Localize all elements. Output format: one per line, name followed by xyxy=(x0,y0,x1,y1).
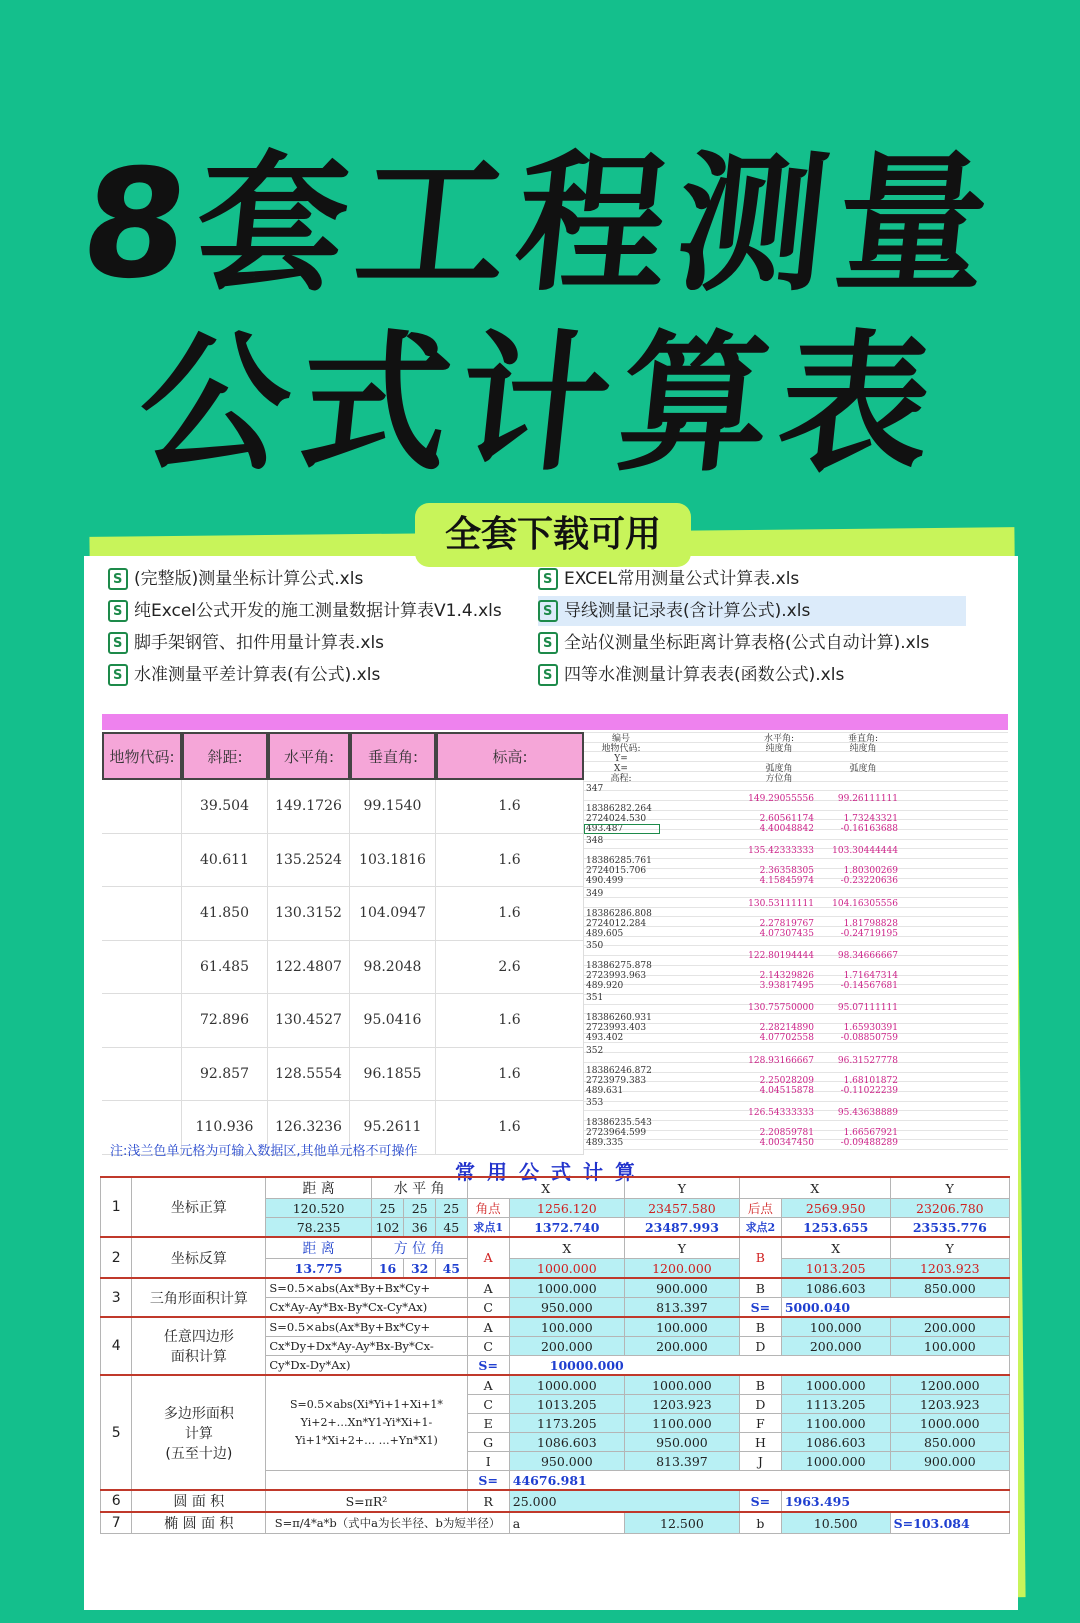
grid-cell: 弧度角 xyxy=(765,764,793,774)
row-no: 7 xyxy=(101,1512,132,1534)
table-cell[interactable]: 130.3152 xyxy=(268,887,350,940)
grid-cell: 4.07307435 xyxy=(759,928,814,939)
grid-cell: 353 xyxy=(586,1097,604,1108)
grid-cell: Y= xyxy=(614,754,628,764)
result-cell: 44676.981 xyxy=(509,1471,1009,1491)
label: Y xyxy=(624,1237,739,1259)
formula-text: S=0.5×abs(Xi*Yi+1+Xi+1* xyxy=(289,1398,443,1411)
formula-text: S=πR² xyxy=(266,1490,467,1512)
grid-cell: 2723964.599 xyxy=(586,1127,647,1138)
table-cell[interactable]: 2.6 xyxy=(436,941,584,994)
formula-text: Cx*Dy+Dx*Ay-Ay*Bx-By*Cx- xyxy=(266,1337,467,1356)
result-cell: 23487.993 xyxy=(624,1218,739,1238)
excel-file-icon xyxy=(108,664,128,686)
input-cell[interactable]: 100.000 xyxy=(509,1317,624,1337)
file-item[interactable] xyxy=(538,660,844,690)
input-cell[interactable]: 200.000 xyxy=(624,1337,739,1356)
grid-cell: 4.15845974 xyxy=(759,876,814,887)
excel-file-icon xyxy=(108,568,128,590)
input-cell[interactable]: 1000.000 xyxy=(624,1375,739,1395)
result-cell: 13.775 xyxy=(266,1259,371,1279)
formula-name: (五至十边) xyxy=(165,1445,233,1462)
label: X xyxy=(781,1237,890,1259)
excel-file-icon xyxy=(538,600,558,622)
table-cell[interactable]: 110.936 xyxy=(182,1101,268,1154)
label: A xyxy=(467,1237,509,1278)
row-no: 5 xyxy=(101,1375,132,1490)
grid-cell: 490.499 xyxy=(586,876,624,887)
input-cell[interactable]: 950.000 xyxy=(509,1452,624,1471)
grid-cell: 方位角 xyxy=(765,774,793,784)
col-header: 斜距: xyxy=(182,732,268,780)
row-no: 4 xyxy=(101,1317,132,1375)
table-row xyxy=(102,1048,584,1102)
excel-file-icon xyxy=(538,568,558,590)
grid-line xyxy=(584,1052,1008,1053)
grid-cell: -0.09488289 xyxy=(840,1137,898,1148)
headline-line1: 8套工程测量 xyxy=(73,138,1007,312)
table-cell[interactable]: 1.6 xyxy=(436,994,584,1047)
file-name: 脚手架钢管、扣件用量计算表.xls xyxy=(134,633,385,653)
file-name: (完整版)测量坐标计算公式.xls xyxy=(134,569,364,589)
grid-cell: 489.605 xyxy=(586,928,624,939)
excel-file-icon xyxy=(538,632,558,654)
label: 角点 xyxy=(467,1199,509,1218)
excel-file-icon xyxy=(538,664,558,686)
grid-cell: -0.08850759 xyxy=(840,1033,898,1044)
grid-cell: 135.42333333 xyxy=(748,846,814,857)
formula-text: S=π/4*a*b（式中a为长半径、b为短半径） xyxy=(266,1512,509,1534)
grid-cell: 地物代码: xyxy=(601,744,641,754)
table-cell[interactable]: 39.504 xyxy=(182,780,268,833)
grid-cell: 99.26111111 xyxy=(837,794,898,804)
table-cell[interactable] xyxy=(102,1048,182,1101)
formula-text: Cx*Ay-Ay*Bx-By*Cx-Cy*Ax) xyxy=(266,1298,467,1318)
table-cell[interactable]: 96.1855 xyxy=(350,1048,436,1101)
col-header: 水平角: xyxy=(268,732,350,780)
table-cell[interactable]: 1.6 xyxy=(436,780,584,833)
result-cell: 16 xyxy=(371,1259,404,1279)
input-cell[interactable]: 1200.000 xyxy=(624,1259,739,1279)
table-cell[interactable]: 126.3236 xyxy=(268,1101,350,1154)
grid-cell: 2.14329826 xyxy=(759,970,814,981)
input-cell[interactable]: 23457.580 xyxy=(624,1199,739,1218)
grid-cell: 103.30444444 xyxy=(832,846,898,857)
grid-line xyxy=(584,790,1008,791)
input-cell[interactable]: 850.000 xyxy=(890,1433,1009,1452)
label: S= xyxy=(893,1515,914,1531)
grid-cell: 2.20859781 xyxy=(759,1127,814,1138)
table-cell[interactable] xyxy=(102,994,182,1047)
selected-cell[interactable] xyxy=(584,824,660,834)
table-cell[interactable]: 1.6 xyxy=(436,887,584,940)
col-header: 垂直角: xyxy=(350,732,436,780)
table-cell[interactable] xyxy=(102,941,182,994)
input-cell[interactable]: 1000.000 xyxy=(509,1278,624,1298)
result-cell: 10000.000 xyxy=(509,1356,1009,1376)
grid-line xyxy=(584,945,1008,946)
input-cell[interactable]: 25 xyxy=(371,1199,404,1218)
grid-cell: 纯度角 xyxy=(765,744,793,754)
excel-file-icon xyxy=(108,632,128,654)
survey-input-table xyxy=(102,732,584,1155)
grid-cell: -0.16163688 xyxy=(840,824,898,834)
file-name: EXCEL常用测量公式计算表.xls xyxy=(564,569,800,589)
label: Y xyxy=(890,1237,1009,1259)
input-cell[interactable]: 1086.603 xyxy=(781,1433,890,1452)
grid-cell: 2.25028209 xyxy=(759,1075,814,1086)
label: 求点2 xyxy=(739,1218,781,1238)
grid-cell: 130.53111111 xyxy=(748,898,814,909)
grid-cell: 95.07111111 xyxy=(837,1003,898,1014)
formula-name: 三角形面积计算 xyxy=(132,1278,266,1317)
label: X xyxy=(509,1237,624,1259)
input-cell[interactable]: 1013.205 xyxy=(509,1395,624,1414)
input-cell[interactable]: 950.000 xyxy=(624,1433,739,1452)
formula-name: 椭 圆 面 积 xyxy=(132,1512,266,1534)
input-cell[interactable]: 1086.603 xyxy=(781,1278,890,1298)
grid-cell: 纯度角 xyxy=(849,744,877,754)
row-no: 3 xyxy=(101,1278,132,1317)
grid-cell: 489.631 xyxy=(586,1085,624,1096)
file-item-selected[interactable] xyxy=(538,596,966,626)
file-name: 水准测量平差计算表(有公式).xls xyxy=(134,665,381,685)
label: S= xyxy=(467,1356,509,1376)
formula-name: 面积计算 xyxy=(170,1349,227,1365)
file-list xyxy=(108,564,1008,694)
grid-cell: 2723993.403 xyxy=(586,1023,647,1034)
input-cell[interactable]: 1203.923 xyxy=(890,1395,1009,1414)
grid-cell: 1.73243321 xyxy=(843,814,898,824)
grid-cell: 96.31527778 xyxy=(837,1055,898,1066)
grid-cell: 2.60561174 xyxy=(759,814,814,824)
grid-cell: 104.16305556 xyxy=(832,898,898,909)
grid-cell: 98.34666667 xyxy=(837,950,898,961)
label: 求点1 xyxy=(467,1218,509,1238)
formula-text: Yi+2+…Xn*Y1-Yi*Xi+1- xyxy=(300,1416,433,1429)
grid-cell: 2.27819767 xyxy=(759,918,814,929)
input-cell[interactable]: 12.500 xyxy=(624,1512,739,1534)
col-header: 标高: xyxy=(436,732,584,780)
grid-cell: 2.28214890 xyxy=(759,1023,814,1034)
grid-cell: 2.36358305 xyxy=(759,866,814,877)
label: Y xyxy=(890,1177,1009,1199)
formula-name: 坐标反算 xyxy=(132,1237,266,1278)
grid-cell: 弧度角 xyxy=(849,764,877,774)
file-item[interactable] xyxy=(108,596,502,626)
file-item[interactable] xyxy=(538,564,799,594)
input-cell[interactable]: 813.397 xyxy=(624,1452,739,1471)
grid-line xyxy=(584,1149,1008,1150)
grid-cell: 489.335 xyxy=(586,1137,624,1148)
grid-cell: 126.54333333 xyxy=(748,1107,814,1118)
input-cell[interactable]: 102 xyxy=(371,1218,404,1238)
label: 距 离 xyxy=(266,1237,371,1259)
grid-cell: 130.75750000 xyxy=(748,1003,814,1014)
label: X xyxy=(739,1177,890,1199)
input-cell[interactable]: 100.000 xyxy=(781,1317,890,1337)
grid-line xyxy=(584,761,1008,762)
formula-name: 圆 面 积 xyxy=(132,1490,266,1512)
label: B xyxy=(739,1237,781,1278)
grid-cell: 4.00347450 xyxy=(759,1137,814,1148)
table-cell[interactable] xyxy=(102,780,182,833)
grid-cell: 489.920 xyxy=(586,980,624,991)
table-cell[interactable]: 103.1816 xyxy=(350,834,436,887)
label: b xyxy=(739,1512,781,1534)
download-badge: 全套下载可用 xyxy=(415,503,691,567)
input-cell[interactable]: 25 xyxy=(435,1199,467,1218)
input-cell[interactable]: 10.500 xyxy=(781,1512,890,1534)
table-cell[interactable]: 128.5554 xyxy=(268,1048,350,1101)
table-row xyxy=(102,994,584,1048)
grid-cell: 2724024.530 xyxy=(586,814,647,824)
input-cell[interactable]: 1086.603 xyxy=(509,1433,624,1452)
result-cell: 1253.655 xyxy=(781,1218,890,1238)
input-cell[interactable]: 1000.000 xyxy=(781,1452,890,1471)
grid-cell: 493.402 xyxy=(586,1033,624,1044)
grid-cell: 18386246.872 xyxy=(586,1065,652,1076)
grid-line xyxy=(584,994,1008,995)
label: S= xyxy=(739,1490,781,1512)
grid-cell: 高程: xyxy=(610,774,632,784)
grid-line xyxy=(584,839,1008,840)
result-cell: 1963.495 xyxy=(781,1490,1009,1512)
grid-cell: -0.23220636 xyxy=(840,876,898,887)
grid-cell: 4.04515878 xyxy=(759,1085,814,1096)
grid-cell: -0.11022239 xyxy=(840,1085,898,1096)
label: 后点 xyxy=(739,1199,781,1218)
grid-cell: 149.29055556 xyxy=(748,794,814,804)
table-cell[interactable] xyxy=(102,887,182,940)
grid-cell: 493.487 xyxy=(586,824,624,834)
label: R xyxy=(467,1490,509,1512)
file-name: 纯Excel公式开发的施工测量数据计算表V1.4.xls xyxy=(134,601,502,621)
input-cell[interactable]: 1000.000 xyxy=(781,1375,890,1395)
grid-line xyxy=(584,1101,1008,1102)
grid-cell: 18386275.878 xyxy=(586,960,652,971)
input-cell[interactable]: 1013.205 xyxy=(781,1259,890,1279)
label: S= xyxy=(739,1298,781,1318)
grid-cell: 128.93166667 xyxy=(748,1055,814,1066)
table-cell[interactable]: 95.0416 xyxy=(350,994,436,1047)
grid-line xyxy=(584,887,1008,888)
grid-cell: -0.24719195 xyxy=(840,928,898,939)
grid-cell: -0.14567681 xyxy=(840,980,898,991)
formula-text: Cy*Dx-Dy*Ax) xyxy=(266,1356,467,1376)
table-cell[interactable]: 99.1540 xyxy=(350,780,436,833)
table-cell[interactable]: 104.0947 xyxy=(350,887,436,940)
file-item[interactable] xyxy=(538,628,929,658)
result-cell: 103.084 xyxy=(913,1515,970,1531)
label: 距 离 xyxy=(266,1177,371,1199)
grid-cell: 95.43638889 xyxy=(837,1107,898,1118)
grid-cell: 348 xyxy=(586,836,604,847)
input-cell[interactable]: 1200.000 xyxy=(890,1375,1009,1395)
grid-cell: 编号 xyxy=(611,734,630,744)
headline-line2: 公式计算表 xyxy=(130,318,950,492)
label: Y xyxy=(624,1177,739,1199)
label: S= xyxy=(467,1471,509,1491)
input-cell[interactable]: 2569.950 xyxy=(781,1199,890,1218)
input-cell[interactable]: 850.000 xyxy=(890,1278,1009,1298)
input-note: 注:浅兰色单元格为可输入数据区,其他单元格不可操作 xyxy=(110,1144,418,1159)
input-cell[interactable]: 200.000 xyxy=(890,1317,1009,1337)
input-cell[interactable]: 813.397 xyxy=(624,1298,739,1318)
input-cell[interactable]: 200.000 xyxy=(509,1337,624,1356)
table-cell[interactable]: 149.1726 xyxy=(268,780,350,833)
grid-cell: 122.80194444 xyxy=(748,950,814,961)
input-cell[interactable]: 25 xyxy=(404,1199,436,1218)
grid-cell: 347 xyxy=(586,784,604,794)
label: X xyxy=(467,1177,624,1199)
input-cell[interactable]: 78.235 xyxy=(266,1218,371,1238)
file-item[interactable] xyxy=(108,660,380,690)
result-cell: 23535.776 xyxy=(890,1218,1009,1238)
grid-cell: 350 xyxy=(586,940,604,951)
grid-cell: 1.68101872 xyxy=(843,1075,898,1086)
table-cell[interactable]: 122.4807 xyxy=(268,941,350,994)
input-cell[interactable]: 1203.923 xyxy=(624,1395,739,1414)
grid-cell: X= xyxy=(614,764,628,774)
grid-cell: 1.66567921 xyxy=(843,1127,898,1138)
file-name: 导线测量记录表(含计算公式).xls xyxy=(564,601,811,621)
input-cell[interactable]: 1100.000 xyxy=(624,1414,739,1433)
result-cell: 32 xyxy=(404,1259,436,1279)
input-cell[interactable]: 100.000 xyxy=(890,1337,1009,1356)
grid-cell: 2724012.284 xyxy=(586,918,647,929)
computed-grid xyxy=(584,732,1008,1157)
input-cell[interactable]: 900.000 xyxy=(890,1452,1009,1471)
input-cell[interactable]: 36 xyxy=(404,1218,436,1238)
table-cell[interactable]: 135.2524 xyxy=(268,834,350,887)
excel-file-icon xyxy=(108,600,128,622)
input-cell[interactable]: 900.000 xyxy=(624,1278,739,1298)
table-cell[interactable]: 98.2048 xyxy=(350,941,436,994)
input-cell[interactable]: 950.000 xyxy=(509,1298,624,1318)
formula-name: 坐标正算 xyxy=(132,1177,266,1237)
table-cell[interactable] xyxy=(102,834,182,887)
file-name: 全站仪测量坐标距离计算表格(公式自动计算).xls xyxy=(564,633,930,653)
input-cell[interactable]: 1000.000 xyxy=(509,1259,624,1279)
grid-cell: 18386282.264 xyxy=(586,804,652,814)
file-item[interactable] xyxy=(108,628,384,658)
row-no: 2 xyxy=(101,1237,132,1278)
grid-line xyxy=(584,732,1008,733)
label: 水 平 角 xyxy=(371,1177,467,1199)
input-cell[interactable]: 100.000 xyxy=(624,1317,739,1337)
grid-cell: 349 xyxy=(586,888,604,899)
grid-cell: 18386260.931 xyxy=(586,1013,652,1024)
spreadsheet-screenshot xyxy=(84,556,1018,1610)
input-cell[interactable]: 1256.120 xyxy=(509,1199,624,1218)
table-row xyxy=(102,941,584,995)
table-cell[interactable]: 41.850 xyxy=(182,887,268,940)
grid-cell: 1.81798828 xyxy=(843,918,898,929)
formula-text: S=0.5×abs(Ax*By+Bx*Cy+ xyxy=(266,1278,467,1298)
table-cell[interactable]: 1.6 xyxy=(436,834,584,887)
grid-cell: 351 xyxy=(586,993,604,1004)
input-cell[interactable]: 1113.205 xyxy=(781,1395,890,1414)
row-no: 6 xyxy=(101,1490,132,1512)
table-cell[interactable]: 95.2611 xyxy=(350,1101,436,1154)
grid-cell: 4.40048842 xyxy=(759,824,814,834)
input-cell[interactable]: 25.000 xyxy=(509,1490,739,1512)
grid-cell: 18386235.543 xyxy=(586,1117,652,1128)
input-cell[interactable]: 200.000 xyxy=(781,1337,890,1356)
file-name: 四等水准测量计算表表(函数公式).xls xyxy=(564,665,845,685)
result-cell: 45 xyxy=(435,1259,467,1279)
grid-cell: 18386285.761 xyxy=(586,856,652,867)
table-row xyxy=(102,780,584,834)
header-band xyxy=(102,714,1008,730)
result-cell: 1372.740 xyxy=(509,1218,624,1238)
grid-cell: 2723979.383 xyxy=(586,1075,647,1086)
grid-cell: 1.80300269 xyxy=(843,866,898,877)
input-cell[interactable]: 1000.000 xyxy=(509,1375,624,1395)
grid-cell: 2723993.963 xyxy=(586,970,647,981)
table-cell[interactable]: 92.857 xyxy=(182,1048,268,1101)
table-cell[interactable]: 40.611 xyxy=(182,834,268,887)
grid-cell: 3.93817495 xyxy=(759,980,814,991)
grid-cell: 2724015.706 xyxy=(586,866,647,877)
table-cell[interactable]: 1.6 xyxy=(436,1048,584,1101)
formula-section-title: 常用公式计算 xyxy=(455,1160,647,1184)
table-cell[interactable]: 61.485 xyxy=(182,941,268,994)
formula-name: 多边形面积 xyxy=(163,1405,234,1422)
grid-cell: 水平角: xyxy=(763,734,795,744)
grid-cell: 18386286.808 xyxy=(586,908,652,919)
table-cell[interactable]: 130.4527 xyxy=(268,994,350,1047)
grid-cell: 1.65930391 xyxy=(843,1023,898,1034)
col-header: 地物代码: xyxy=(102,732,182,780)
label: a xyxy=(512,1515,521,1531)
input-cell[interactable]: 1100.000 xyxy=(781,1414,890,1433)
formula-table: 1 坐标正算 距 离 水 平 角 X Y X Y 120.520 25 25 25 角点 1256.120 23457.580 后点 2569.950 23206.780 78.235 102 36 45 求点1 1372.740 23487.993 求点2 1253.655 23535.776 2 坐标反算 距 离 方 位 角 A X Y B X Y 13.775 16 32 45 1000.000 1200.000 1013.205 1203.923 3 三角形面积计算 S=0.5×abs(Ax*By+Bx*Cy+ A 1000.000 900.000 B 1086.603 850.000 Cx*Ay-Ay*Bx-By*Cx-Cy*Ax) C 950.000 813.397 S= 5000.040 4 任意四边形 面积计算 S=0.5×abs(Ax*By+Bx*Cy+ A 100.000 100.000 B 100.000 200.000 Cx*Dy+Dx*Ay-Ay*Bx-By*Cx- C 200.000 200.000 D 200.000 100.000 Cy*Dx-Dy*Ax) S= 10000.000 5 多边形面积 计算 (五至十边) S=0.5×abs(Xi*Yi+1+Xi+1* Yi+2+…Xn*Y1-Yi*Xi+1- Yi+1*Xi+2+… …+Yn*X1) A 1000.000 1000.000 B 1000.000 1200.000 C 1013.205 1203.923 D 1113.205 1203.923 E 1173.205 1100.000 F 1100.000 1000.000 G 1086.603 950.000 H 1086.603 850.000 I 950.000 813.397 J 1000.000 900.000 S= 44676.981 6 圆 面 积 S=πR² R 25.000 S= 1963.495 7 椭 圆 面 积 S=π/4*a*b（式中a为长半径、b为短半径） a 12.500 b 10.500 S=103.084 xyxy=(100,1176,1010,1534)
result-cell: 5000.040 xyxy=(781,1298,1009,1318)
grid-cell: 1.71647314 xyxy=(843,970,898,981)
file-item[interactable] xyxy=(108,564,363,594)
table-row xyxy=(102,834,584,888)
formula-name: 计算 xyxy=(184,1425,213,1442)
input-cell[interactable]: 23206.780 xyxy=(890,1199,1009,1218)
grid-cell: 352 xyxy=(586,1045,604,1056)
grid-cell: 4.07702558 xyxy=(759,1033,814,1044)
input-cell[interactable]: 1173.205 xyxy=(509,1414,624,1433)
table-row xyxy=(102,887,584,941)
formula-text: S=0.5×abs(Ax*By+Bx*Cy+ xyxy=(266,1317,467,1337)
formula-name: 任意四边形 xyxy=(163,1329,234,1345)
input-cell[interactable]: 120.520 xyxy=(266,1199,371,1218)
table-cell[interactable]: 72.896 xyxy=(182,994,268,1047)
input-cell[interactable]: 45 xyxy=(435,1218,467,1238)
grid-cell: 垂直角: xyxy=(847,734,879,744)
row-no: 1 xyxy=(101,1177,132,1237)
formula-text: Yi+1*Xi+2+… …+Yn*X1) xyxy=(295,1434,438,1447)
input-cell[interactable]: 1203.923 xyxy=(890,1259,1009,1279)
input-cell[interactable]: 1000.000 xyxy=(890,1414,1009,1433)
label: 方 位 角 xyxy=(371,1237,467,1259)
table-cell[interactable]: 1.6 xyxy=(436,1101,584,1154)
